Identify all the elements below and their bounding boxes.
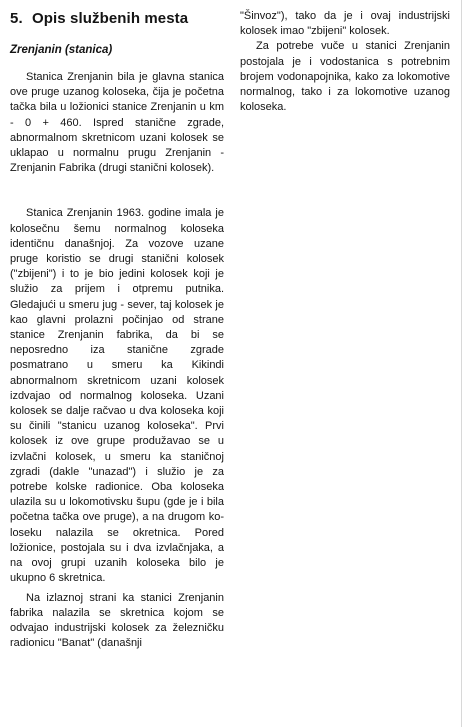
section-number: 5. <box>10 10 23 27</box>
right-column <box>240 0 450 115</box>
paragraph-continuation: "Šinvoz"), tako da je i ovaj industrijski kolosek imao "zbijeni" kolosek. <box>240 10 450 38</box>
paragraph-track-layout-1963: Stanica Zrenjanin 1963. godine imala je kolosečnu šemu normalnog koloseka identičnu današnjoj. Za vozove uzane pruge koristio se drugi stanični kolosek ("zbijeni") i to je bio jedini kolosek koji je služio za prijem i otpremu putnika. Gledajući u smeru jug - sever, taj kolosek je kao glavni prolazni počinjao od strane stanice Zrenjanin fabrika, da bi se neposredno iza stanične zgrade posmatrano u smeru ka Kikindi abnormalnom skretnicom uzani kolosek izdvajao od normalnog koloseka. Uzani kolosek se dalje račvao u dva koloseka koji su činili "stanicu uzanog koloseka". Prvi kolosek iz ove grupe produžavao se u izvlačni kolosek, u smeru ka staničnoj zgradi (dakle "unazad") i služio je za potrebe kolske radionice. Oba koloseka ulazila su u lokomotivsku šupu (gde je i bila početna tačka ove pruge), a na drugom koloseku nalazila se okretnica. Pored ložionice, postojala su i dva izvlačnjaka, a na ovoj grupi uzanih koloseka bilo je ukupno 6 skretnica. <box>10 207 224 585</box>
paragraph-water-station: Za potrebe vuče u stanici Zrenjanin postojala je i vodostanica s potrebnim brojem vodonapojnika, kako za lokomotive normalnog, tako i za lokomotive uzanog koloseka. <box>240 40 450 114</box>
section-title: Opis službenih mesta <box>32 10 189 27</box>
left-column <box>10 0 224 651</box>
paragraph-station-intro: Stanica Zrenjanin bila je glavna stanica ove pruge uzanog koloseka, čija je početna tačka bila u ložionici stanice Zrenjanin u km - 0 + 460. Ispred stanične zgrade, abnormalnom skretnicom uzani kolosek se uklapao u normalnu prugu Zrenjanin - Zrenjanin Fabrika (drugi stanični kolosek). <box>10 71 224 175</box>
station-subheading: Zrenjanin (stanica) <box>10 44 113 56</box>
section-heading <box>10 8 224 30</box>
paragraph-exit-side: Na izlaznoj strani ka stanici Zrenjanin fabrika nalazila se skretnica kojom se odvajao industrijski kolosek za železničku radionicu "Banat" (današnji <box>10 591 224 650</box>
